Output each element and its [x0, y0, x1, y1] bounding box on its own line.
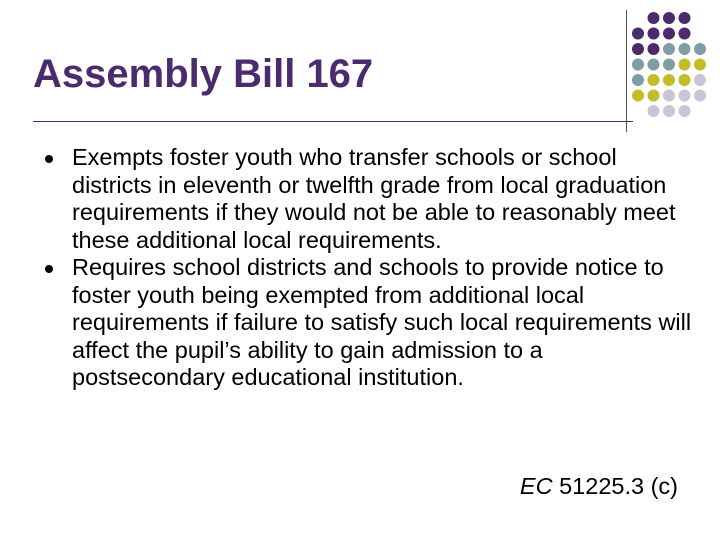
decorative-dot: [663, 90, 675, 102]
title-underline: [33, 121, 633, 122]
decorative-dot: [679, 59, 691, 71]
citation-section: 51225.3 (c): [559, 473, 678, 499]
decorative-dot: [632, 90, 644, 102]
bullet-item: [45, 254, 695, 392]
decorative-dot: [632, 43, 644, 55]
decorative-dot: [663, 59, 675, 71]
decorative-dot: [663, 12, 675, 24]
decorative-dot: [632, 74, 644, 86]
decorative-dot: [632, 59, 644, 71]
decorative-dot: [694, 59, 706, 71]
bullet-dot-icon: [45, 155, 53, 163]
decorative-dot: [679, 43, 691, 55]
decorative-dot: [694, 43, 706, 55]
decorative-dot: [648, 105, 660, 117]
decorative-dot: [679, 105, 691, 117]
decorative-dot: [648, 59, 660, 71]
decorative-dot-grid: [630, 10, 720, 120]
bullet-list: [45, 144, 695, 392]
bullet-dot-icon: [45, 265, 53, 273]
decorative-dot: [679, 12, 691, 24]
decorative-dot: [694, 74, 706, 86]
decorative-vertical-rule: [626, 10, 627, 132]
slide-title: Assembly Bill 167: [33, 52, 374, 96]
decorative-dot: [663, 43, 675, 55]
decorative-dot: [663, 28, 675, 40]
decorative-dot: [648, 74, 660, 86]
bullet-text: Exempts foster youth who transfer schools or school districts in eleventh or twelfth grade from local graduation requirements if they would not be able to reasonably meet these additional local requirements.: [72, 144, 676, 253]
decorative-dot: [648, 43, 660, 55]
decorative-dot: [648, 90, 660, 102]
decorative-dot: [663, 105, 675, 117]
bullet-text: Requires school districts and schools to provide notice to foster youth being exempted from additional local requirements if failure to satisfy such local requirements will affect the pupil’s ability to gain admission to a postsecondary educational institution.: [72, 254, 692, 390]
decorative-dot: [679, 28, 691, 40]
decorative-dot: [648, 28, 660, 40]
citation-code: EC: [519, 473, 553, 499]
citation: [520, 473, 678, 500]
decorative-dot: [679, 74, 691, 86]
decorative-dot: [694, 90, 706, 102]
decorative-dot: [632, 28, 644, 40]
bullet-item: [45, 144, 695, 254]
decorative-dot: [648, 12, 660, 24]
decorative-dot: [663, 74, 675, 86]
decorative-dot: [679, 90, 691, 102]
